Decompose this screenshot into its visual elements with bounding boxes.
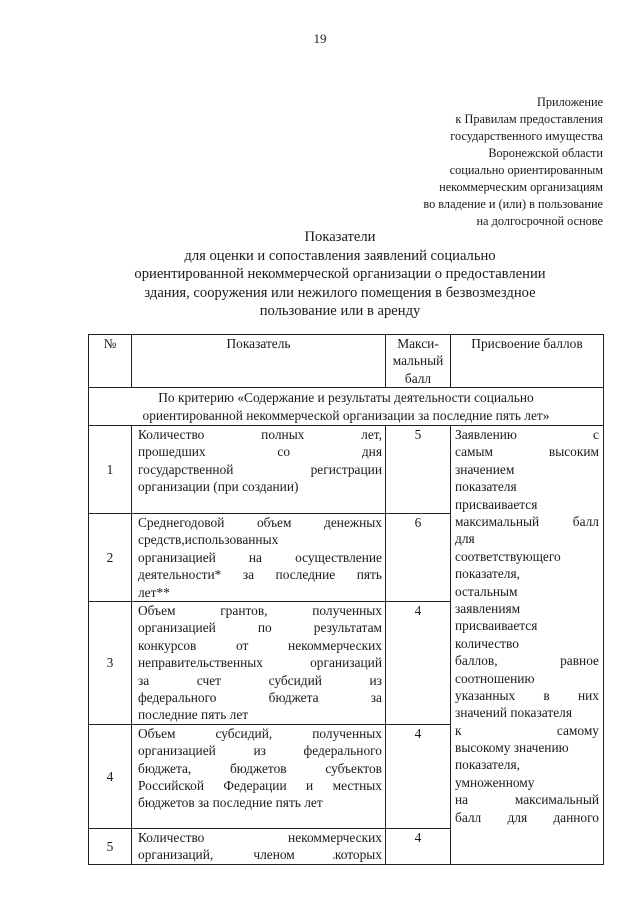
document-title: [60, 228, 620, 321]
assignment-line: [455, 565, 599, 582]
indicator-word: прошедших: [138, 444, 206, 460]
indicator-word: регистрации: [310, 461, 382, 477]
assignment-word: балл: [572, 513, 599, 529]
appendix-line: к Правилам предоставления: [455, 112, 603, 126]
indicator-word: Среднегодовой: [138, 515, 225, 531]
assignment-line: [455, 426, 599, 443]
title-line: пользование или в аренду: [259, 303, 421, 320]
assignment-line: [455, 652, 599, 669]
assignment-word: равное: [560, 653, 599, 669]
max-score: 4: [386, 724, 451, 828]
indicator-word: некоммерческих: [288, 829, 382, 845]
indicator-word: организацией: [138, 743, 216, 759]
appendix-line: во владение и (или) в пользование: [423, 197, 603, 211]
assignment-word: в: [543, 687, 550, 703]
indicator-word: некоммерческих: [288, 637, 382, 653]
indicator-line: [138, 689, 382, 706]
assignment-line: [455, 513, 599, 530]
indicator-line: [138, 829, 382, 846]
indicator-line: [138, 846, 382, 863]
indicator-cell: [132, 724, 386, 828]
assignment-line: [455, 704, 599, 721]
indicator-cell: [132, 602, 386, 725]
header-max-score: Макси- мальный балл: [386, 335, 451, 388]
assignment-word: самым: [455, 444, 493, 460]
indicator-word: субсидий: [268, 672, 322, 688]
indicator-line: [138, 531, 382, 548]
indicator-word: счет: [196, 672, 222, 688]
assignment-word: присваивается: [455, 496, 538, 512]
appendix-header: [303, 94, 603, 230]
appendix-line: социально ориентированным: [449, 163, 603, 177]
assignment-cell: [451, 426, 604, 865]
indicator-line: [138, 478, 382, 495]
assignment-word: балл: [455, 809, 482, 825]
assignment-line: [455, 670, 599, 687]
assignment-word: присваивается: [455, 618, 538, 634]
assignment-line: [455, 461, 599, 478]
assignment-word: Заявлению: [455, 427, 517, 443]
page-number: 19: [313, 31, 327, 46]
indicator-word: Российской: [138, 777, 204, 793]
indicator-word: Объем: [138, 603, 176, 619]
indicator-word: неправительственных: [138, 655, 263, 671]
indicator-word: последние: [275, 567, 336, 583]
header-assignment: Присвоение баллов: [451, 335, 604, 388]
header-number: №: [89, 335, 132, 388]
assignment-line: [455, 600, 599, 617]
indicator-word: которых: [334, 847, 382, 863]
assignment-word: с: [593, 427, 599, 443]
assignment-line: [455, 548, 599, 565]
assignment-word: них: [577, 687, 599, 703]
assignment-word: значением: [455, 461, 515, 477]
indicator-word: пять: [356, 567, 382, 583]
assignment-word: к: [455, 722, 462, 738]
assignment-line: [455, 722, 599, 739]
indicator-line: [138, 566, 382, 583]
indicator-word: организаций: [310, 655, 382, 671]
indicator-word: полученных: [312, 725, 382, 741]
assignment-word: максимальный: [455, 513, 540, 529]
title-line: здания, сооружения или нежилого помещения в безвозмездное: [144, 284, 536, 301]
table-row: [89, 426, 604, 514]
assignment-word: соответствующего: [455, 548, 561, 564]
assignment-line: [455, 635, 599, 652]
indicator-word: из: [253, 743, 266, 759]
indicator-word: осуществление: [295, 549, 382, 565]
max-score: 5: [386, 426, 451, 514]
title-line: ориентированной некоммерческой организации о предоставлении: [134, 266, 546, 283]
indicator-word: Объем: [138, 725, 176, 741]
assignment-line: [455, 791, 599, 808]
indicator-word: и: [306, 777, 314, 793]
assignment-word: заявлениям: [455, 600, 521, 616]
indicator-word: денежных: [324, 515, 382, 531]
row-number: 3: [89, 602, 132, 725]
indicator-line: [138, 637, 382, 654]
assignment-line: [455, 583, 599, 600]
assignment-word: для: [507, 809, 528, 825]
assignment-word: соотношению: [455, 670, 535, 686]
title-line: для оценки и сопоставления заявлений социально: [184, 247, 496, 264]
indicator-word: на: [248, 549, 263, 565]
indicator-word: лет,: [361, 427, 382, 443]
indicator-cell: [132, 828, 386, 864]
criterion-text: По критерию «Содержание и результаты деятельности социально ориентированной некоммерческой организации за последние пять лет»: [89, 388, 604, 426]
assignment-line: [455, 774, 599, 791]
indicator-word: Федерации: [223, 777, 287, 793]
indicator-word: местных: [332, 777, 382, 793]
max-score: 4: [386, 828, 451, 864]
indicator-word: полученных: [312, 603, 382, 619]
indicator-word: организации (при создании): [138, 479, 299, 495]
max-score: 6: [386, 514, 451, 602]
assignment-line: [455, 443, 599, 460]
assignment-word: остальным: [455, 583, 518, 599]
indicator-word: дня: [361, 444, 382, 460]
indicator-word: полных: [261, 427, 305, 443]
indicator-line: [138, 426, 382, 443]
max-score: 4: [386, 602, 451, 725]
appendix-line: государственного имущества: [450, 129, 603, 143]
assignment-word: показателя: [455, 479, 517, 495]
assignment-word: баллов,: [455, 653, 498, 669]
assignment-line: [455, 809, 599, 826]
row-number: 2: [89, 514, 132, 602]
indicator-word: средств,использованных: [138, 532, 279, 548]
indicator-line: [138, 461, 382, 478]
criterion-row: [89, 388, 604, 426]
indicator-word: Количество: [138, 829, 205, 845]
indicator-word: конкурсов: [138, 637, 197, 653]
assignment-word: показателя,: [455, 757, 520, 773]
row-number: 1: [89, 426, 132, 514]
assignment-word: количество: [455, 635, 519, 651]
indicator-word: государственной: [138, 461, 234, 477]
appendix-line: Воронежской области: [488, 146, 603, 160]
indicator-word: со: [277, 444, 291, 460]
indicator-word: бюджета: [268, 689, 319, 705]
indicator-word: субсидий,: [215, 725, 273, 741]
indicator-line: [138, 794, 382, 811]
assignment-word: самому: [556, 722, 599, 738]
indicator-word: бюджетов: [229, 760, 287, 776]
indicator-word: лет**: [138, 584, 170, 600]
indicator-word: из: [369, 672, 382, 688]
indicator-word: грантов,: [220, 603, 268, 619]
indicator-line: [138, 706, 382, 723]
indicator-line: [138, 777, 382, 794]
assignment-line: [455, 617, 599, 634]
assignment-line: [455, 756, 599, 773]
indicator-line: [138, 584, 382, 601]
assignment-line: [455, 687, 599, 704]
appendix-line: на долгосрочной основе: [476, 214, 603, 228]
indicator-line: [138, 514, 382, 531]
assignment-word: значений показателя: [455, 705, 573, 721]
title-line: Показатели: [304, 229, 376, 245]
assignment-word: умноженному: [455, 774, 535, 790]
row-number: 4: [89, 724, 132, 828]
indicators-table: [88, 334, 604, 865]
assignment-word: высоким: [548, 444, 599, 460]
indicator-word: последние пять лет: [138, 707, 249, 723]
assignment-word: высокому значению: [455, 740, 569, 756]
indicator-word: организаций,: [138, 847, 214, 863]
indicator-line: [138, 443, 382, 460]
indicator-word: членом: [253, 847, 295, 863]
indicator-line: [138, 725, 382, 742]
indicator-word: бюджета,: [138, 760, 192, 776]
assignment-word: на: [455, 792, 469, 808]
indicator-word: от: [236, 637, 249, 653]
appendix-line: Приложение: [537, 95, 603, 109]
header-indicator: Показатель: [132, 335, 386, 388]
row-number: 5: [89, 828, 132, 864]
indicator-line: [138, 760, 382, 777]
indicator-cell: [132, 514, 386, 602]
indicator-cell: [132, 426, 386, 514]
indicator-word: федерального: [303, 743, 382, 759]
table-header-row: [89, 335, 604, 388]
indicator-line: [138, 549, 382, 566]
assignment-word: максимальный: [514, 792, 599, 808]
indicator-word: за: [370, 689, 382, 705]
indicator-word: организацией: [138, 549, 216, 565]
indicator-line: [138, 619, 382, 636]
appendix-line: некоммерческим организациям: [439, 180, 603, 194]
indicator-word: объем: [256, 515, 292, 531]
indicator-word: за: [242, 567, 255, 583]
indicator-word: Количество: [138, 427, 205, 443]
indicator-word: результатам: [313, 620, 382, 636]
assignment-line: [455, 478, 599, 495]
indicator-line: [138, 602, 382, 619]
indicator-line: [138, 654, 382, 671]
assignment-word: для: [455, 531, 475, 547]
assignment-line: [455, 530, 599, 547]
indicator-word: субъектов: [325, 760, 382, 776]
footer-mark: ': [333, 856, 335, 867]
assignment-word: указанных: [455, 687, 516, 703]
assignment-line: [455, 496, 599, 513]
indicator-word: бюджетов за последние пять лет: [138, 795, 323, 811]
indicator-word: за: [138, 672, 150, 688]
indicator-word: федерального: [138, 689, 217, 705]
assignment-word: данного: [553, 809, 599, 825]
indicator-word: по: [257, 620, 272, 636]
indicator-word: деятельности*: [138, 567, 222, 583]
indicator-line: [138, 672, 382, 689]
indicator-word: организацией: [138, 620, 216, 636]
assignment-line: [455, 739, 599, 756]
assignment-word: показателя,: [455, 566, 520, 582]
indicator-line: [138, 742, 382, 759]
